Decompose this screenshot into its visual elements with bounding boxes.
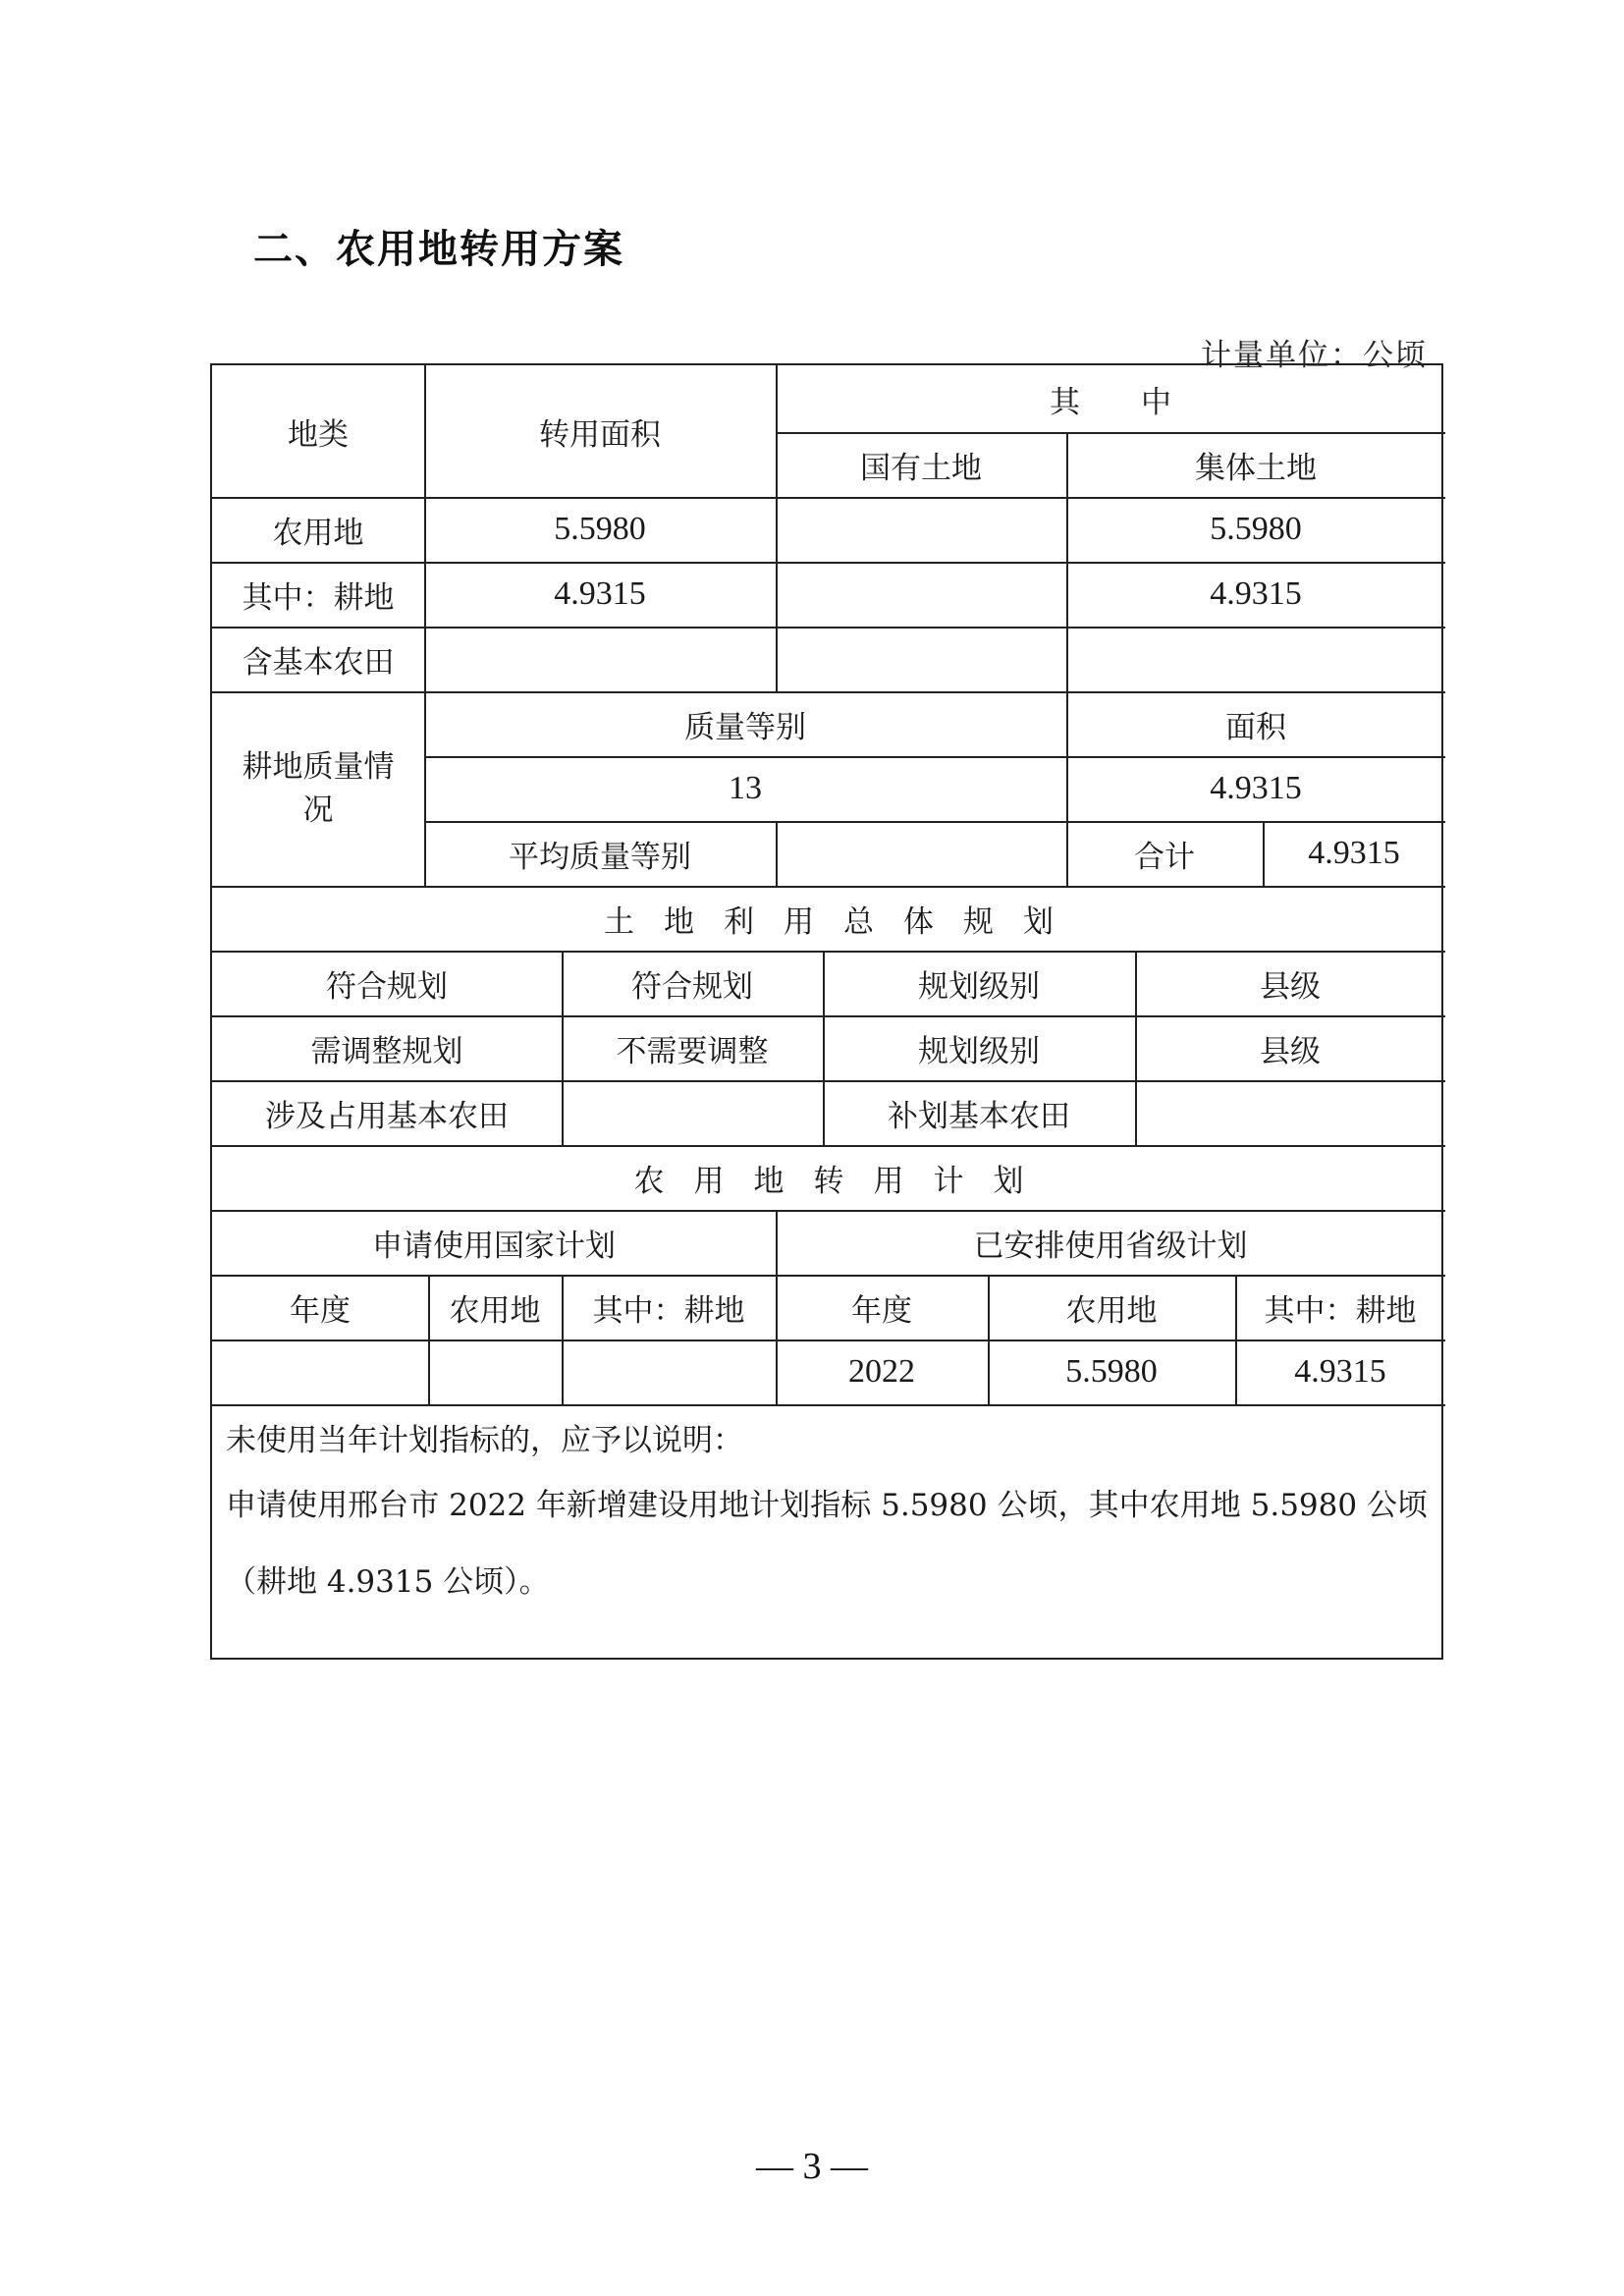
planning-adjust-label: 需调整规划 <box>310 1033 463 1069</box>
quality-area-header: 面积 <box>1225 709 1286 745</box>
planning-adjust-value: 不需要调整 <box>616 1033 769 1069</box>
planning-level-label-2: 规划级别 <box>918 1033 1040 1069</box>
planning-level-label-1: 规划级别 <box>918 968 1040 1005</box>
note-text: 申请使用邢台市 2022 年新增建设用地计划指标 5.5980 公顷，其中农用地 5.5980 公顷（耕地 4.9315 公顷）。 <box>226 1488 1428 1600</box>
planning-supplement-value <box>1135 1080 1445 1145</box>
planning-conform-label: 符合规划 <box>326 968 448 1005</box>
header-of-which: 其 中 <box>1050 384 1171 420</box>
national-agri-header: 农用地 <box>449 1292 541 1329</box>
quality-avg-label: 平均质量等别 <box>509 839 691 875</box>
national-plan-title: 申请使用国家计划 <box>372 1228 616 1264</box>
page-number: — 3 — <box>756 2146 868 2187</box>
quality-label: 耕地质量情况 <box>242 749 395 828</box>
header-land-type: 地类 <box>288 416 349 453</box>
unit-label: 计量单位：公顷 <box>1201 338 1428 373</box>
row-basic-farmland-state <box>776 627 1066 691</box>
provincial-cultivated-header: 其中：耕地 <box>1264 1292 1417 1329</box>
national-agri-value <box>428 1339 562 1404</box>
section-heading: 二、农用地转用方案 <box>253 227 624 272</box>
row-cultivated-area: 4.9315 <box>554 575 646 612</box>
quality-grade-header: 质量等别 <box>684 709 806 745</box>
row-basic-farmland-collective <box>1066 627 1445 691</box>
national-cultivated-header: 其中：耕地 <box>592 1292 745 1329</box>
provincial-plan-title: 已安排使用省级计划 <box>973 1228 1248 1264</box>
national-cultivated-value <box>562 1339 776 1404</box>
header-state-land: 国有土地 <box>860 450 982 486</box>
planning-level-value-2: 县级 <box>1260 1033 1321 1069</box>
conversion-table <box>210 363 1443 1660</box>
note-label: 未使用当年计划指标的，应予以说明： <box>226 1422 743 1458</box>
conversion-plan-title: 农用地转用计划 <box>633 1163 1054 1199</box>
quality-total-value: 4.9315 <box>1308 835 1400 871</box>
provincial-cultivated-value: 4.9315 <box>1294 1353 1386 1390</box>
quality-avg-value <box>776 821 1066 886</box>
national-year-value <box>212 1339 428 1404</box>
planning-title: 土地利用总体规划 <box>604 903 1083 940</box>
row-agricultural-area: 5.5980 <box>554 511 646 547</box>
row-cultivated-collective: 4.9315 <box>1210 575 1302 612</box>
row-basic-farmland-area <box>424 627 776 691</box>
row-agricultural-label: 农用地 <box>272 515 364 551</box>
quality-grade-area: 4.9315 <box>1210 770 1302 806</box>
row-basic-farmland-label: 含基本农田 <box>242 644 395 681</box>
national-year-header: 年度 <box>290 1292 351 1329</box>
row-agricultural-collective: 5.5980 <box>1210 511 1302 547</box>
provincial-year-value: 2022 <box>848 1353 915 1390</box>
quality-grade-value: 13 <box>729 770 762 806</box>
planning-supplement-label: 补划基本农田 <box>888 1098 1070 1134</box>
planning-conform-value: 符合规划 <box>631 968 753 1005</box>
planning-occupy-value <box>562 1080 823 1145</box>
header-converted-area: 转用面积 <box>539 416 661 453</box>
planning-occupy-label: 涉及占用基本农田 <box>265 1098 509 1134</box>
header-collective-land: 集体土地 <box>1195 450 1317 486</box>
row-cultivated-label: 其中：耕地 <box>242 579 395 616</box>
row-cultivated-state <box>776 562 1066 627</box>
planning-level-value-1: 县级 <box>1260 968 1321 1005</box>
provincial-agri-value: 5.5980 <box>1065 1353 1158 1390</box>
provincial-year-header: 年度 <box>851 1292 912 1329</box>
quality-total-label: 合计 <box>1134 839 1195 875</box>
provincial-agri-header: 农用地 <box>1065 1292 1158 1329</box>
row-agricultural-state <box>776 497 1066 562</box>
